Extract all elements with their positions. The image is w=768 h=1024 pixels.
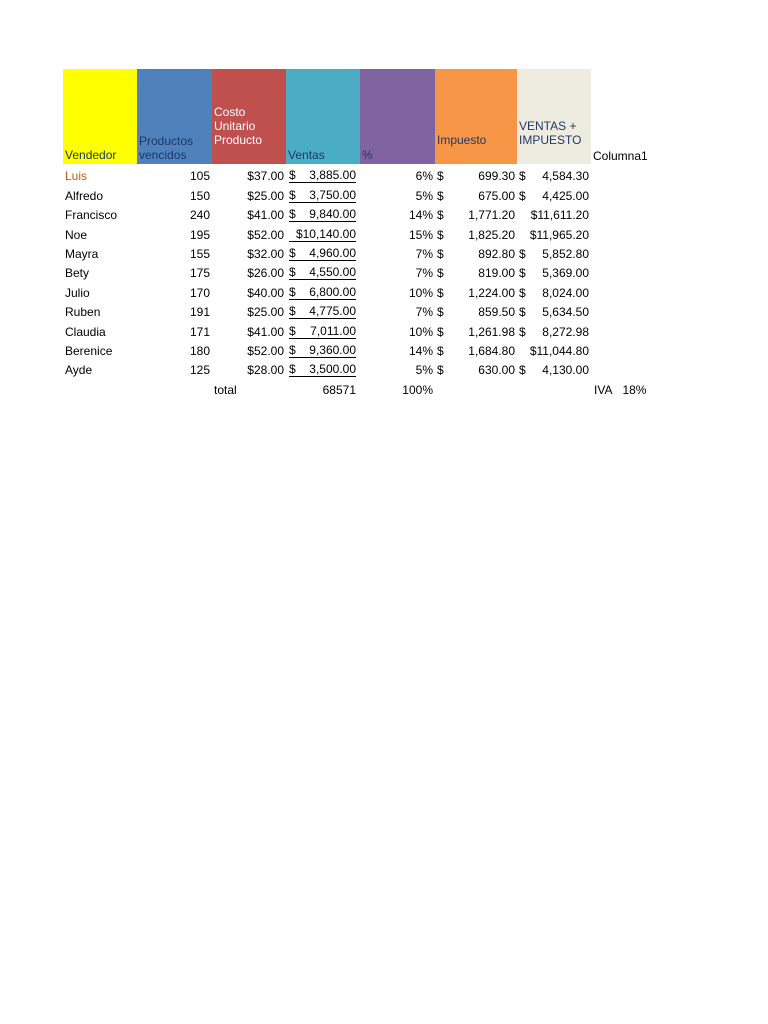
header-ventas-impuesto-line1: VENTAS + xyxy=(519,119,577,133)
cell-impuesto[interactable] xyxy=(435,280,517,299)
header-ventas-impuesto-line2: IMPUESTO xyxy=(519,133,582,147)
cell-columna1[interactable] xyxy=(591,339,665,358)
header-costo-line3: Producto xyxy=(214,133,263,147)
cell-impuesto[interactable] xyxy=(435,339,517,358)
cell-costo[interactable]: $40.00 xyxy=(247,285,284,300)
header-productos-line2: vencidos xyxy=(139,148,187,162)
cell-pct[interactable]: 6% xyxy=(415,169,433,184)
cell-ventas[interactable] xyxy=(286,183,360,202)
header-vendedor-label: Vendedor xyxy=(65,148,117,162)
cell-productos[interactable]: 191 xyxy=(189,305,210,320)
iva-label: IVA xyxy=(594,382,613,397)
cell-productos[interactable]: 170 xyxy=(189,285,210,300)
impuesto-value: 1,224.00 xyxy=(468,285,515,300)
cell-costo[interactable]: $26.00 xyxy=(247,266,284,281)
cell-costo[interactable]: $28.00 xyxy=(247,363,284,378)
currency-symbol: $ xyxy=(437,305,444,320)
currency-symbol: $ xyxy=(437,324,444,339)
cell-impuesto[interactable] xyxy=(435,222,517,241)
cell-pct[interactable]: 10% xyxy=(408,324,433,339)
ventas-impuesto-value: 8,024.00 xyxy=(542,285,589,300)
currency-symbol: $ xyxy=(437,246,444,261)
cell-ventas[interactable] xyxy=(286,339,360,358)
sales-table xyxy=(63,69,665,397)
currency-symbol: $ xyxy=(519,363,526,378)
table-row xyxy=(63,358,665,377)
currency-symbol: $ xyxy=(519,305,526,320)
header-productos[interactable] xyxy=(137,69,212,164)
cell-vendedor[interactable]: Ruben xyxy=(65,305,101,320)
impuesto-value: 1,261.98 xyxy=(468,324,515,339)
cell-productos[interactable]: 175 xyxy=(189,266,210,281)
currency-symbol: $ xyxy=(519,285,526,300)
cell-ventas-impuesto[interactable] xyxy=(517,242,591,261)
cell-productos[interactable]: 105 xyxy=(189,169,210,184)
cell-columna1[interactable] xyxy=(591,280,665,299)
cell-columna1[interactable] xyxy=(591,164,665,183)
table-body xyxy=(63,164,665,397)
currency-symbol: $ xyxy=(289,304,296,319)
cell-columna1[interactable] xyxy=(591,203,665,222)
cell-costo[interactable]: $37.00 xyxy=(247,169,284,184)
currency-symbol: $ xyxy=(289,323,296,338)
ventas-value: 3,885.00 xyxy=(309,168,356,183)
table-row xyxy=(63,319,665,338)
impuesto-value: 1,825.20 xyxy=(468,227,515,242)
cell-empty[interactable] xyxy=(517,377,591,396)
cell-ventas-impuesto[interactable] xyxy=(517,280,591,299)
ventas-value: 7,011.00 xyxy=(310,323,356,338)
header-ventas-impuesto[interactable] xyxy=(517,69,591,164)
cell-pct[interactable]: 15% xyxy=(408,227,433,242)
cell-ventas[interactable] xyxy=(286,280,360,299)
ventas-impuesto-value: 4,425.00 xyxy=(542,188,589,203)
currency-symbol: $ xyxy=(437,227,444,242)
cell-pct[interactable]: 5% xyxy=(415,363,433,378)
cell-pct[interactable]: 14% xyxy=(408,208,433,223)
ventas-impuesto-value: 4,130.00 xyxy=(542,363,589,378)
iva-cell[interactable] xyxy=(591,377,665,396)
table-row xyxy=(63,164,665,183)
ventas-value: 4,775.00 xyxy=(309,304,356,319)
currency-symbol: $ xyxy=(289,207,296,222)
currency-symbol: $ xyxy=(437,169,444,184)
cell-pct[interactable]: 5% xyxy=(415,188,433,203)
impuesto-value: 819.00 xyxy=(478,266,515,281)
header-columna1-label: Columna1 xyxy=(593,149,648,163)
ventas-value: 3,750.00 xyxy=(309,187,356,202)
impuesto-value: 699.30 xyxy=(478,169,515,184)
cell-ventas-impuesto[interactable]: $11,044.80 xyxy=(529,343,589,358)
currency-symbol: $ xyxy=(289,187,296,202)
totals-row xyxy=(63,377,665,396)
cell-ventas[interactable] xyxy=(286,300,360,319)
impuesto-value: 859.50 xyxy=(478,305,515,320)
header-costo[interactable] xyxy=(212,69,286,164)
cell-productos[interactable]: 180 xyxy=(189,343,210,358)
iva-value: 18% xyxy=(622,382,647,397)
cell-pct[interactable]: 14% xyxy=(408,343,433,358)
currency-symbol: $ xyxy=(519,246,526,261)
cell-impuesto[interactable] xyxy=(435,319,517,338)
header-impuesto-label: Impuesto xyxy=(437,133,487,147)
cell-ventas-impuesto[interactable] xyxy=(517,358,591,377)
table-row xyxy=(63,222,665,241)
cell-ventas[interactable] xyxy=(286,242,360,261)
ventas-value: 3,500.00 xyxy=(309,362,356,377)
cell-columna1[interactable] xyxy=(591,222,665,241)
cell-productos[interactable]: 240 xyxy=(189,208,210,223)
header-costo-line2: Unitario xyxy=(214,119,256,133)
header-row xyxy=(63,69,665,164)
cell-vendedor[interactable]: Mayra xyxy=(65,246,99,261)
cell-columna1[interactable] xyxy=(591,242,665,261)
cell-vendedor[interactable]: Ayde xyxy=(65,363,93,378)
cell-vendedor[interactable]: Alfredo xyxy=(65,188,104,203)
ventas-value: 6,800.00 xyxy=(309,284,356,299)
currency-symbol: $ xyxy=(289,168,296,183)
ventas-impuesto-value: 5,369.00 xyxy=(542,266,589,281)
currency-symbol: $ xyxy=(289,362,296,377)
cell-costo[interactable]: $25.00 xyxy=(247,188,284,203)
cell-ventas-impuesto[interactable]: $11,611.20 xyxy=(530,208,589,223)
ventas-impuesto-value: 5,634.50 xyxy=(542,305,589,320)
cell-productos[interactable]: 171 xyxy=(189,324,210,339)
cell-ventas[interactable] xyxy=(286,358,360,377)
cell-ventas-impuesto[interactable] xyxy=(517,164,591,183)
table-row xyxy=(63,300,665,319)
total-label[interactable]: total xyxy=(214,382,237,397)
currency-symbol: $ xyxy=(289,342,296,357)
header-costo-line1: Costo xyxy=(214,105,246,119)
cell-vendedor[interactable]: Berenice xyxy=(65,343,113,358)
cell-ventas-impuesto[interactable] xyxy=(517,261,591,280)
ventas-value: 9,360.00 xyxy=(309,342,356,357)
cell-ventas-impuesto[interactable] xyxy=(517,300,591,319)
cell-columna1[interactable] xyxy=(591,358,665,377)
header-ventas-label: Ventas xyxy=(288,148,325,162)
table-row xyxy=(63,339,665,358)
currency-symbol: $ xyxy=(519,266,526,281)
cell-impuesto[interactable] xyxy=(435,300,517,319)
cell-costo[interactable]: $25.00 xyxy=(247,305,284,320)
cell-pct[interactable]: 7% xyxy=(415,246,433,261)
cell-ventas[interactable] xyxy=(286,319,360,338)
vendedor-name: Luis xyxy=(65,169,88,184)
cell-ventas-impuesto[interactable] xyxy=(517,319,591,338)
ventas-value: 4,960.00 xyxy=(309,245,356,260)
header-columna1[interactable] xyxy=(591,69,665,164)
table-row xyxy=(63,203,665,222)
cell-productos[interactable]: 150 xyxy=(189,188,210,203)
cell-impuesto[interactable] xyxy=(435,203,517,222)
ventas-impuesto-value: 5,852.80 xyxy=(542,246,589,261)
currency-symbol: $ xyxy=(519,188,526,203)
cell-empty[interactable] xyxy=(63,377,137,396)
cell-columna1[interactable] xyxy=(591,261,665,280)
ventas-value: $10,140.00 xyxy=(295,226,356,241)
ventas-total[interactable]: 68571 xyxy=(322,382,356,397)
cell-impuesto[interactable] xyxy=(435,183,517,202)
cell-ventas-impuesto[interactable]: $11,965.20 xyxy=(529,227,589,242)
currency-symbol: $ xyxy=(437,208,444,223)
cell-vendedor[interactable]: Francisco xyxy=(65,208,118,223)
cell-productos[interactable]: 155 xyxy=(189,246,210,261)
impuesto-value: 1,684.80 xyxy=(468,343,515,358)
cell-columna1[interactable] xyxy=(591,300,665,319)
table-row xyxy=(63,280,665,299)
cell-impuesto[interactable] xyxy=(435,358,517,377)
ventas-value: 9,840.00 xyxy=(309,207,356,222)
cell-columna1[interactable] xyxy=(591,319,665,338)
cell-vendedor[interactable]: Bety xyxy=(65,266,90,281)
cell-impuesto[interactable] xyxy=(435,164,517,183)
cell-vendedor[interactable] xyxy=(63,164,137,183)
table-row xyxy=(63,242,665,261)
cell-ventas-impuesto[interactable] xyxy=(517,183,591,202)
currency-symbol: $ xyxy=(437,343,444,358)
currency-symbol: $ xyxy=(437,266,444,281)
header-vendedor[interactable] xyxy=(63,69,137,164)
cell-vendedor[interactable]: Noe xyxy=(65,227,88,242)
cell-pct[interactable]: 10% xyxy=(408,285,433,300)
header-porcentaje[interactable] xyxy=(360,69,435,164)
table-row xyxy=(63,183,665,202)
header-productos-line1: Productos xyxy=(139,134,194,148)
impuesto-value: 630.00 xyxy=(478,363,515,378)
cell-ventas[interactable] xyxy=(286,261,360,280)
cell-columna1[interactable] xyxy=(591,183,665,202)
currency-symbol: $ xyxy=(289,284,296,299)
impuesto-value: 892.80 xyxy=(478,246,515,261)
cell-costo[interactable]: $52.00 xyxy=(247,343,284,358)
cell-pct[interactable]: 7% xyxy=(415,305,433,320)
cell-ventas[interactable] xyxy=(286,222,360,241)
cell-pct[interactable]: 7% xyxy=(415,266,433,281)
cell-costo[interactable]: $41.00 xyxy=(247,324,284,339)
cell-vendedor[interactable]: Julio xyxy=(65,285,90,300)
cell-ventas[interactable] xyxy=(286,203,360,222)
table-row xyxy=(63,261,665,280)
currency-symbol: $ xyxy=(437,363,444,378)
cell-empty[interactable] xyxy=(435,377,517,396)
currency-symbol: $ xyxy=(289,245,296,260)
header-impuesto[interactable] xyxy=(435,69,517,164)
impuesto-value: 675.00 xyxy=(478,188,515,203)
cell-costo[interactable]: $41.00 xyxy=(247,208,284,223)
ventas-value: 4,550.00 xyxy=(309,265,356,280)
cell-productos[interactable]: 195 xyxy=(189,227,210,242)
cell-productos[interactable]: 125 xyxy=(189,363,210,378)
currency-symbol: $ xyxy=(289,265,296,280)
currency-symbol: $ xyxy=(519,169,526,184)
cell-costo[interactable]: $32.00 xyxy=(247,246,284,261)
impuesto-value: 1,771.20 xyxy=(468,208,515,223)
ventas-impuesto-value: 4,584.30 xyxy=(542,169,589,184)
spreadsheet xyxy=(63,69,665,397)
ventas-impuesto-value: 8,272.98 xyxy=(542,324,589,339)
cell-ventas[interactable] xyxy=(286,164,360,183)
pct-total[interactable]: 100% xyxy=(402,382,433,397)
header-porcentaje-label: % xyxy=(362,148,373,162)
cell-vendedor[interactable]: Claudia xyxy=(65,324,106,339)
header-ventas[interactable] xyxy=(286,69,360,164)
cell-costo[interactable]: $52.00 xyxy=(247,227,284,242)
currency-symbol: $ xyxy=(437,285,444,300)
cell-impuesto[interactable] xyxy=(435,242,517,261)
currency-symbol: $ xyxy=(519,324,526,339)
cell-empty[interactable] xyxy=(137,377,212,396)
cell-impuesto[interactable] xyxy=(435,261,517,280)
currency-symbol: $ xyxy=(437,188,444,203)
